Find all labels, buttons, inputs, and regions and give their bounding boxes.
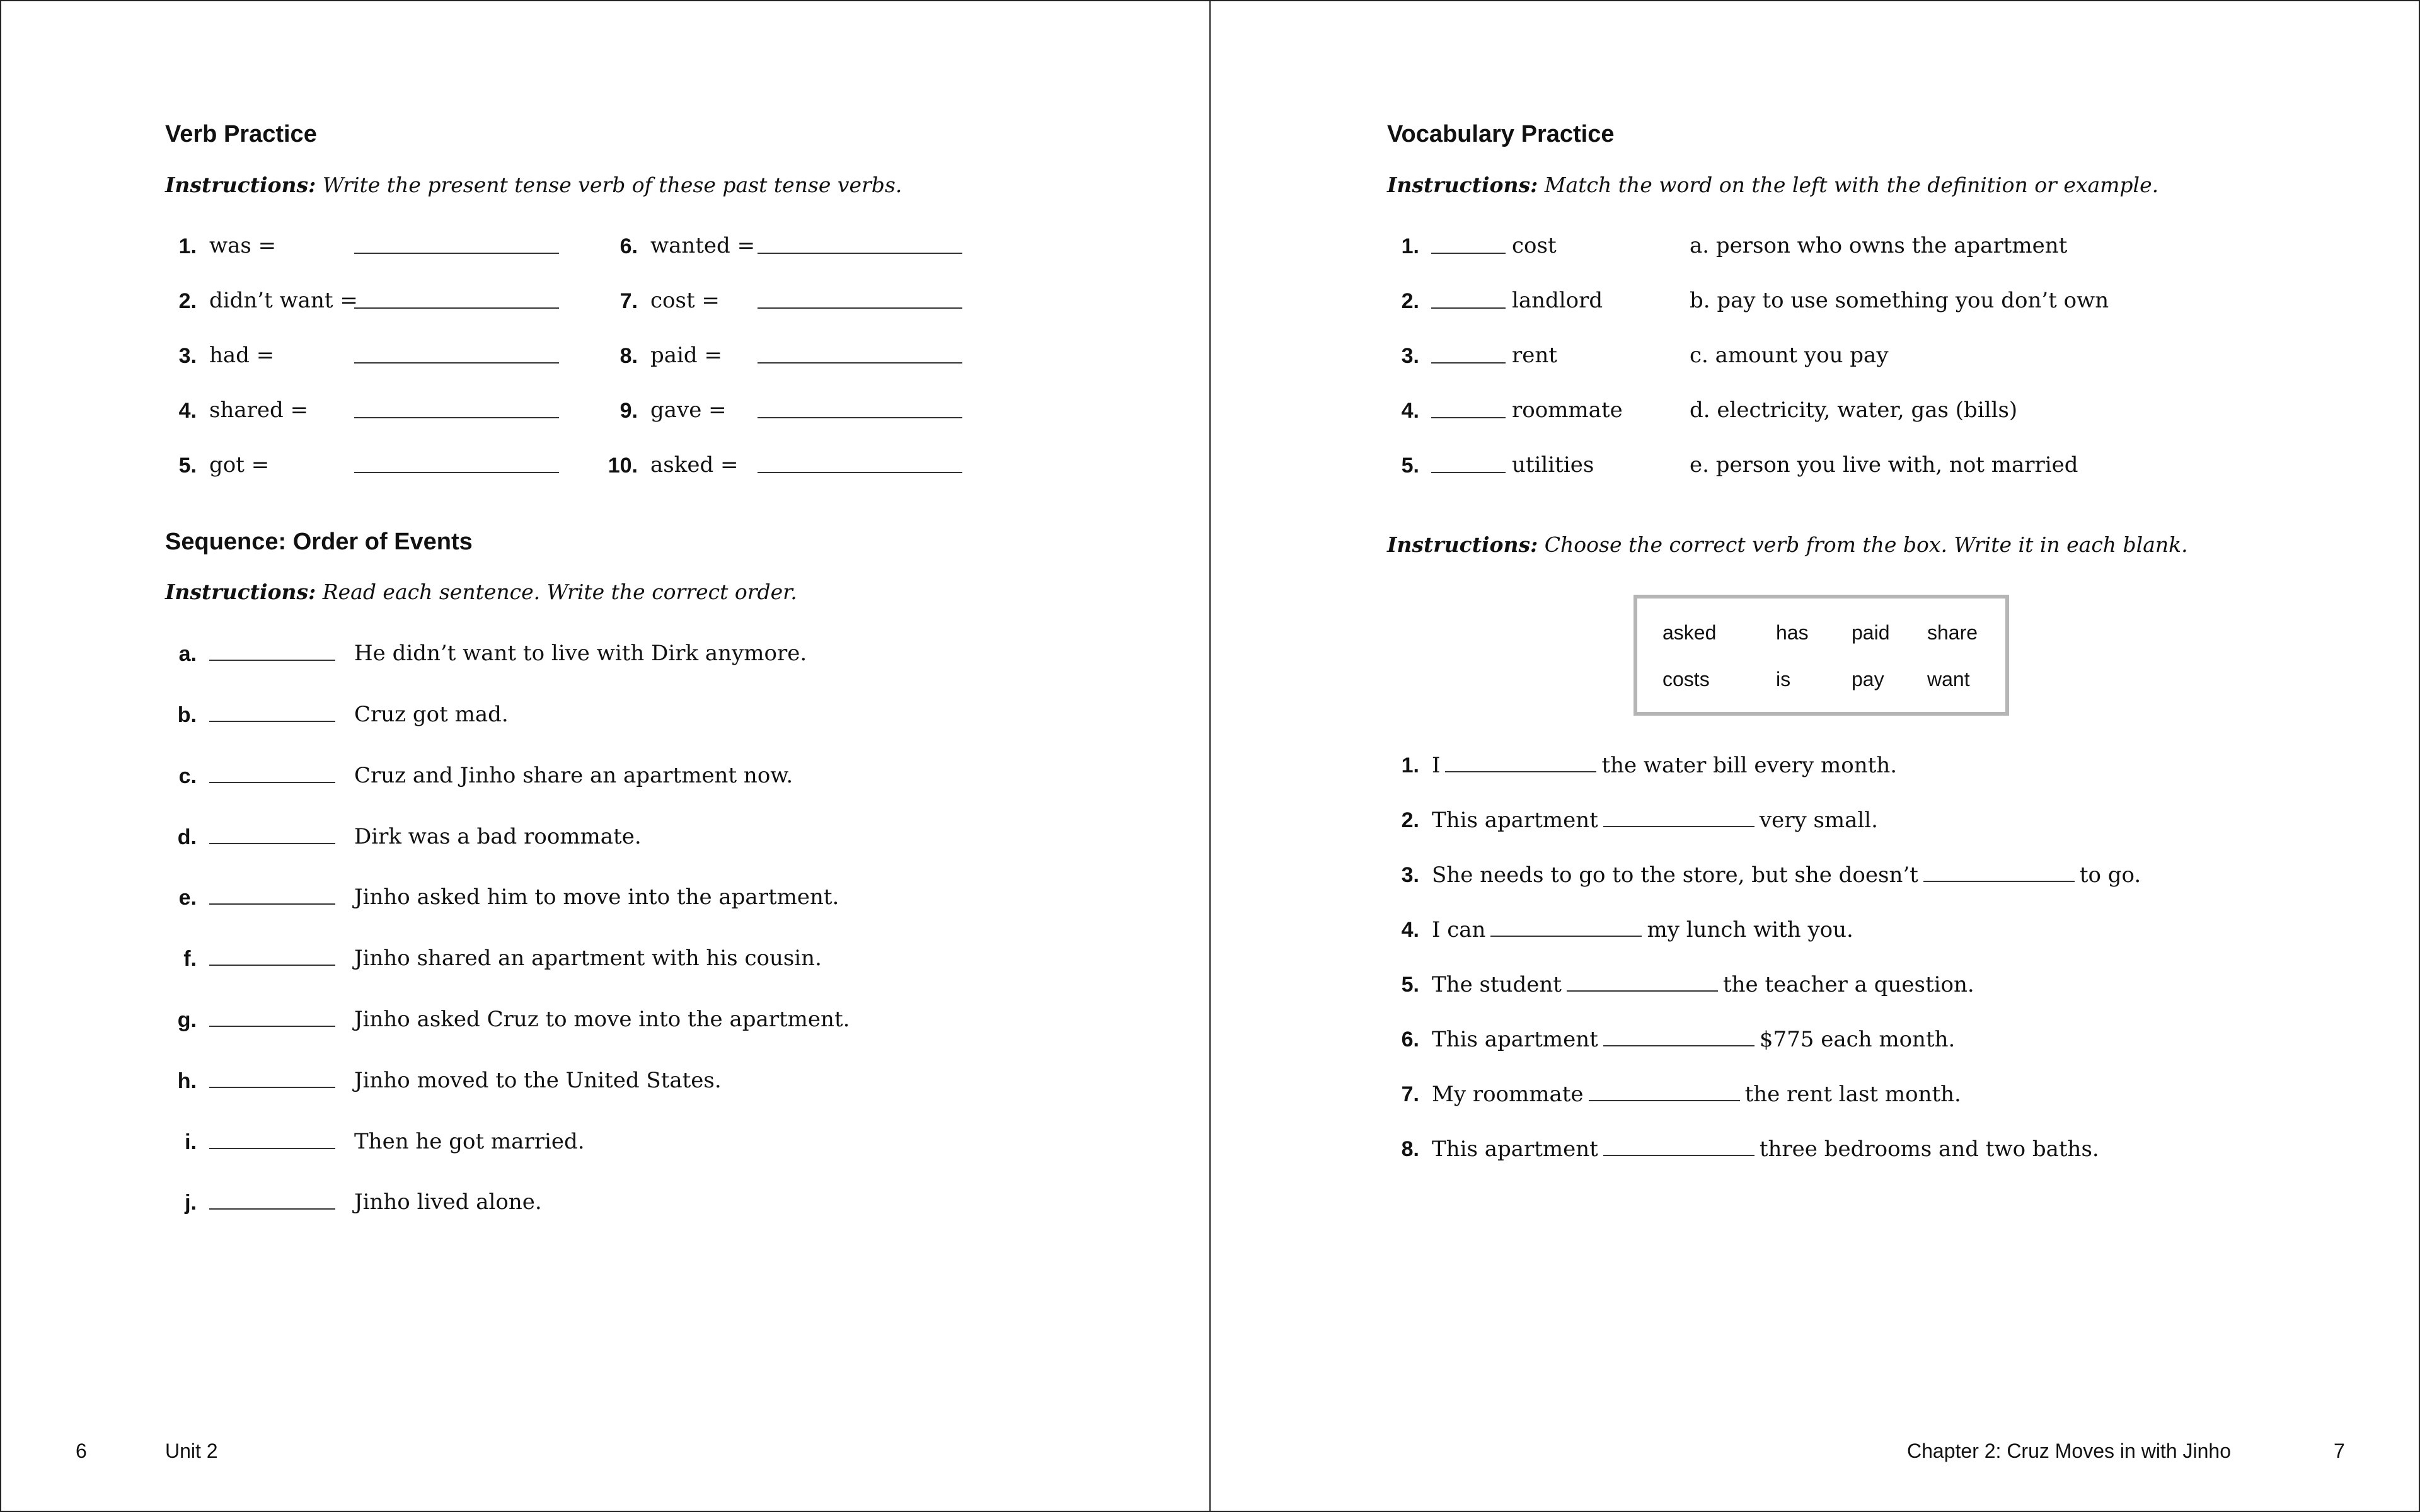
sequence-answer-blank[interactable]	[209, 782, 335, 783]
verb-item-word: got =	[209, 452, 270, 478]
verb-answer-blank[interactable]	[354, 253, 559, 254]
verb-item-word: paid =	[650, 343, 722, 368]
sentence-before: The student	[1432, 972, 1562, 997]
verb-answer-blank[interactable]	[354, 362, 559, 364]
sentence-number: 2.	[1401, 808, 1419, 832]
sentence-before: This apartment	[1432, 808, 1598, 833]
verb-item-number: 2.	[178, 289, 197, 313]
vocab-item-definition: c. amount you pay	[1690, 343, 1889, 368]
instructions-label: Instructions:	[165, 173, 316, 197]
word-box-word: want	[1927, 668, 1970, 690]
vocab-answer-blank[interactable]	[1431, 362, 1506, 364]
sentence-answer-blank[interactable]	[1445, 770, 1596, 772]
sequence-item-letter: g.	[177, 1008, 197, 1032]
sequence-heading: Sequence: Order of Events	[165, 529, 473, 555]
verb-item-number: 4.	[178, 399, 197, 423]
sentence-row	[1381, 1082, 1961, 1107]
verb-item-word: cost =	[650, 288, 720, 313]
sentence-before: She needs to go to the store, but she doesn’t	[1432, 862, 1918, 888]
instructions-text: Read each sentence. Write the correct order.	[316, 580, 797, 604]
sentence-number: 7.	[1401, 1082, 1419, 1106]
word-box	[1634, 595, 2009, 716]
sequence-item-letter: h.	[177, 1069, 197, 1093]
sentence-answer-blank[interactable]	[1603, 1154, 1754, 1156]
sequence-item-letter: b.	[177, 703, 197, 727]
verb-item-number: 9.	[619, 399, 638, 423]
sequence-item-text: Cruz and Jinho share an apartment now.	[354, 763, 793, 788]
page-number-left: 6	[76, 1440, 87, 1462]
sequence-item-text: Then he got married.	[354, 1129, 585, 1154]
sentence-row	[1381, 753, 1897, 778]
sequence-item-text: Jinho asked Cruz to move into the apartment.	[354, 1007, 850, 1032]
verb-item-word: asked =	[650, 452, 739, 478]
sentence-answer-blank[interactable]	[1603, 825, 1754, 827]
sentence-after: very small.	[1759, 808, 1878, 833]
sentence-row	[1381, 972, 1974, 997]
sentence-row	[1381, 1027, 1955, 1052]
sentence-number: 1.	[1401, 753, 1419, 777]
vocab-item-number: 1.	[1401, 234, 1419, 258]
vocab-item-definition: b. pay to use something you don’t own	[1690, 288, 2109, 313]
instructions-label: Instructions:	[165, 580, 316, 604]
sentence-after: $775 each month.	[1759, 1027, 1956, 1052]
sentence-answer-blank[interactable]	[1567, 990, 1718, 992]
word-box-word: costs	[1662, 668, 1710, 690]
sequence-answer-blank[interactable]	[209, 1148, 335, 1149]
verb-practice-instructions	[165, 173, 902, 197]
vocab-answer-blank[interactable]	[1431, 417, 1506, 418]
instructions-text: Write the present tense verb of these past tense verbs.	[316, 173, 902, 197]
vocabulary-practice-heading: Vocabulary Practice	[1387, 121, 1615, 147]
sequence-item-text: Jinho lived alone.	[354, 1189, 542, 1215]
sentence-after: the teacher a question.	[1722, 972, 1974, 997]
sentence-answer-blank[interactable]	[1490, 935, 1642, 937]
sentence-number: 6.	[1401, 1028, 1419, 1051]
sequence-item-text: He didn’t want to live with Dirk anymore.	[354, 641, 807, 666]
sentence-answer-blank[interactable]	[1589, 1099, 1740, 1101]
verb-item-word: wanted =	[650, 233, 756, 258]
vocab-item-number: 2.	[1401, 289, 1419, 313]
sequence-answer-blank[interactable]	[209, 1026, 335, 1027]
verb-item-word: had =	[209, 343, 275, 368]
verb-item-number: 7.	[619, 289, 638, 313]
verb-answer-blank[interactable]	[758, 362, 962, 364]
vocab-item-word: rent	[1512, 343, 1557, 368]
word-box-word: paid	[1852, 621, 1890, 644]
verb-item-number: 3.	[178, 344, 197, 368]
sentence-before: My roommate	[1432, 1082, 1584, 1107]
vocab-item-definition: e. person you live with, not married	[1690, 452, 2078, 478]
word-box-word: pay	[1852, 668, 1884, 690]
sentence-number: 8.	[1401, 1137, 1419, 1161]
sequence-item-letter: c.	[178, 764, 197, 788]
sentence-before: I	[1432, 753, 1441, 778]
sequence-item-letter: j.	[185, 1191, 197, 1215]
vocab-item-word: utilities	[1512, 452, 1594, 478]
sentence-number: 4.	[1401, 918, 1419, 942]
sequence-instructions	[165, 580, 797, 604]
vocab-item-number: 4.	[1401, 399, 1419, 423]
sequence-item-text: Dirk was a bad roommate.	[354, 824, 642, 849]
verb-box-instructions	[1387, 532, 2188, 557]
sequence-item-letter: e.	[178, 886, 197, 910]
sequence-answer-blank[interactable]	[209, 965, 335, 966]
sequence-item-text: Jinho shared an apartment with his cousin.	[354, 946, 822, 971]
sequence-answer-blank[interactable]	[209, 1208, 335, 1210]
verb-item-number: 6.	[619, 234, 638, 258]
sequence-item-letter: f.	[183, 947, 197, 971]
sentence-after: my lunch with you.	[1647, 917, 1853, 942]
verb-item-word: shared =	[209, 398, 309, 423]
word-box-word: is	[1776, 668, 1791, 690]
word-box-word: share	[1927, 621, 1978, 644]
verb-item-number: 8.	[619, 344, 638, 368]
footer-unit: Unit 2	[165, 1440, 218, 1462]
sentence-row	[1381, 1137, 2099, 1162]
vocab-item-number: 3.	[1401, 344, 1419, 368]
vocab-item-definition: d. electricity, water, gas (bills)	[1690, 398, 2018, 423]
sequence-answer-blank[interactable]	[209, 1087, 335, 1088]
instructions-label: Instructions:	[1387, 173, 1538, 197]
sequence-item-letter: i.	[185, 1130, 197, 1154]
vocab-item-number: 5.	[1401, 454, 1419, 478]
footer-chapter: Chapter 2: Cruz Moves in with Jinho	[1907, 1440, 2231, 1462]
verb-answer-blank[interactable]	[354, 417, 559, 418]
word-box-word: has	[1776, 621, 1809, 644]
sentence-before: I can	[1432, 917, 1486, 942]
instructions-text: Choose the correct verb from the box. Write it in each blank.	[1538, 532, 2188, 557]
verb-practice-heading: Verb Practice	[165, 121, 317, 147]
vocab-item-word: roommate	[1512, 398, 1623, 423]
vocab-answer-blank[interactable]	[1431, 472, 1506, 473]
sequence-item-text: Jinho moved to the United States.	[354, 1068, 722, 1093]
verb-answer-blank[interactable]	[758, 253, 962, 254]
verb-answer-blank[interactable]	[758, 417, 962, 418]
instructions-text: Match the word on the left with the definition or example.	[1538, 173, 2159, 197]
vocabulary-instructions	[1387, 173, 2158, 197]
verb-item-number: 1.	[178, 234, 197, 258]
verb-item-word: gave =	[650, 398, 727, 423]
page-number-right: 7	[2334, 1440, 2345, 1462]
right-page	[1209, 0, 2420, 1512]
sentence-answer-blank[interactable]	[1603, 1045, 1754, 1046]
sequence-answer-blank[interactable]	[209, 660, 335, 661]
verb-answer-blank[interactable]	[354, 307, 559, 309]
sentence-before: This apartment	[1432, 1027, 1598, 1052]
sentence-answer-blank[interactable]	[1923, 880, 2075, 882]
sentence-after: three bedrooms and two baths.	[1759, 1137, 2099, 1162]
sentence-after: the rent last month.	[1744, 1082, 1961, 1107]
vocab-item-definition: a. person who owns the apartment	[1690, 233, 2068, 258]
sentence-row	[1381, 917, 1853, 942]
sequence-item-letter: a.	[178, 642, 197, 666]
vocab-item-word: landlord	[1512, 288, 1603, 313]
sentence-after: the water bill every month.	[1601, 753, 1898, 778]
sequence-item-text: Jinho asked him to move into the apartment.	[354, 885, 839, 910]
verb-item-word: was =	[209, 233, 277, 258]
instructions-label: Instructions:	[1387, 532, 1538, 557]
sequence-item-text: Cruz got mad.	[354, 702, 509, 727]
verb-answer-blank[interactable]	[758, 472, 962, 473]
sequence-answer-blank[interactable]	[209, 903, 335, 905]
verb-item-number: 10.	[608, 454, 638, 478]
verb-answer-blank[interactable]	[758, 307, 962, 309]
sentence-row	[1381, 862, 2141, 888]
verb-item-number: 5.	[178, 454, 197, 478]
sentence-before: This apartment	[1432, 1137, 1598, 1162]
sentence-after: to go.	[2079, 862, 2141, 888]
sequence-item-letter: d.	[177, 825, 197, 849]
word-box-word: asked	[1662, 621, 1717, 644]
vocab-item-word: cost	[1512, 233, 1557, 258]
sequence-answer-blank[interactable]	[209, 721, 335, 722]
sentence-number: 3.	[1401, 863, 1419, 887]
sentence-number: 5.	[1401, 973, 1419, 997]
verb-answer-blank[interactable]	[354, 472, 559, 473]
sequence-answer-blank[interactable]	[209, 843, 335, 844]
verb-item-word: didn’t want =	[209, 288, 358, 313]
sentence-row	[1381, 808, 1878, 833]
vocab-answer-blank[interactable]	[1431, 253, 1506, 254]
vocab-answer-blank[interactable]	[1431, 307, 1506, 309]
